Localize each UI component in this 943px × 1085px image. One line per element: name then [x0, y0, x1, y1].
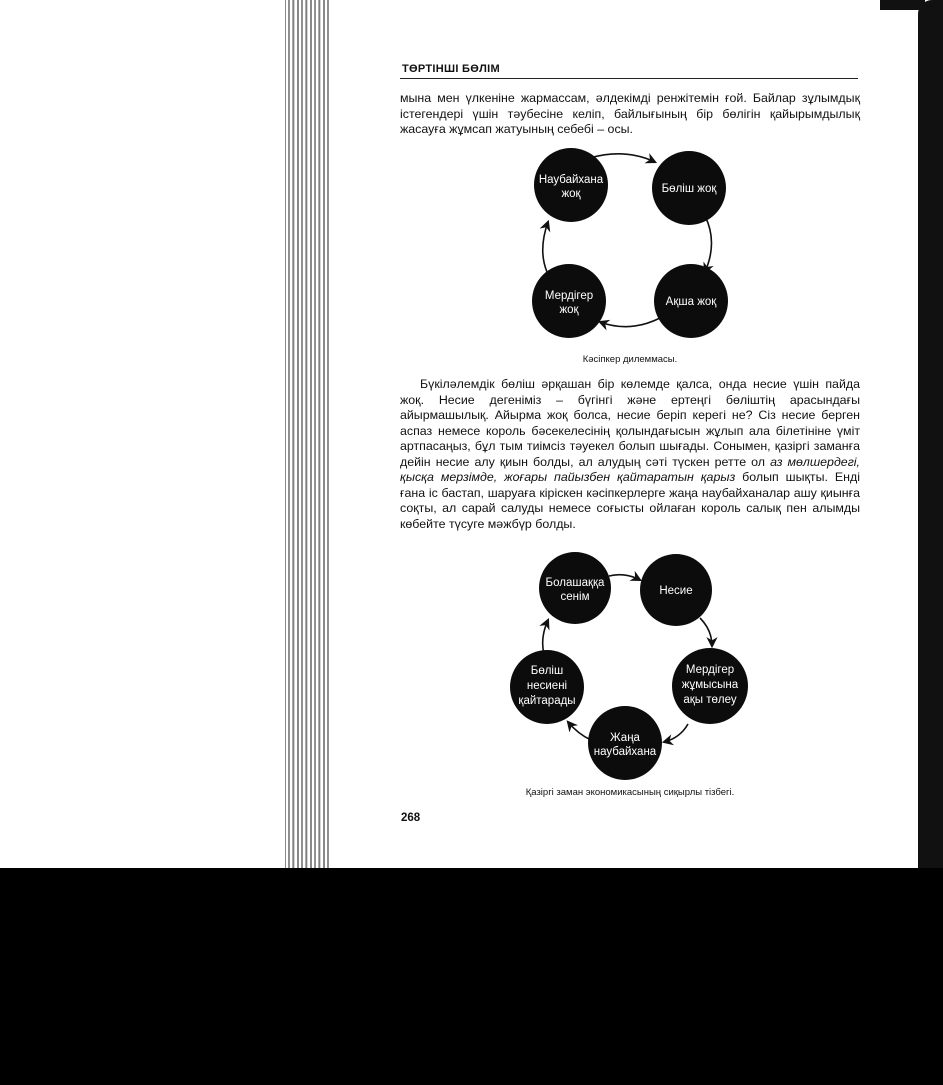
chapter-header: ТӨРТІНШІ БӨЛІМ: [402, 63, 500, 75]
d2-node-3-line-1: наубайхана: [593, 746, 657, 758]
d2-node-2-line-1: жұмысына: [681, 679, 739, 691]
d1-node-3-line-1: жоқ: [559, 304, 579, 316]
d2-node-4-line-2: қайтарады: [518, 695, 576, 707]
d2-node-0: [539, 552, 611, 624]
d2-node-0-line-1: сенім: [560, 591, 590, 603]
d2-node-4-line-1: несиені: [526, 680, 568, 692]
d2-node-4: [510, 650, 584, 724]
d1-arrow-left: [543, 222, 548, 272]
d1-node-0-line-0: Наубайхана: [538, 174, 604, 186]
d2-arrow-3: [568, 722, 591, 740]
d2-node-3: [588, 706, 662, 780]
d1-node-0-line-1: жоқ: [561, 188, 581, 200]
d2-arrow-2: [664, 724, 688, 742]
d1-node-3-line-0: Мердігер: [544, 290, 594, 302]
d2-node-0-line-0: Болашаққа: [545, 577, 605, 589]
paragraph-1: мына мен үлкеніне жармассам, әлдекімді ренжітемін ғой. Байлар зұлымдық істегендері үшін тәубесіне келіп, байлығының бір бөлігін қайырымдылық жасауға жұмсап жатуының себебі – осы.: [400, 91, 860, 136]
d1-node-0: [534, 148, 608, 222]
d1-node-3: [532, 264, 606, 338]
d1-node-1: [652, 151, 726, 225]
diagram-1-caption: Кәсіпкер дилеммасы.: [582, 354, 678, 365]
paragraph-2: [400, 377, 860, 532]
d1-arrow-top: [590, 154, 655, 162]
d2-arrow-4: [543, 620, 548, 654]
d2-node-2: [672, 648, 748, 724]
d1-arrow-right: [705, 216, 712, 272]
d2-node-1: [640, 554, 712, 626]
paragraph-2-italic: аз мөлшердегі, қысқа мерзімде, жоғары пайызбен қайтаратын қарыз: [400, 454, 860, 484]
d2-node-4-line-0: Бөліш: [530, 665, 564, 677]
d1-arrow-bottom: [600, 318, 660, 327]
d2-arrow-0: [609, 575, 640, 580]
d2-arrow-1: [700, 618, 712, 646]
d2-node-2-line-2: ақы төлеу: [683, 694, 737, 706]
diagram-2-caption: Қазіргі заман экономикасының сиқырлы тізбегі.: [525, 787, 735, 798]
paragraph-2-part-1: Бүкіләлемдік бөліш әрқашан бір көлемде қалса, онда несие үшін пайда жоқ. Несие дегеніміз – бүгінгі және ертеңгі бөліштің арасындағы айырмашылық. Айырма жоқ болса, несие беріп керегі не? Сіз несие берген аспаз немесе король бәсекелесінің қолындағысын жұлып ала білетініне үміт артпасаңыз, бұл тым тиімсіз тәуекел болып шығады. Сонымен, қазіргі заманға дейін несие алу қиын болды, ал алудың сәті түскен ретте ол: [400, 377, 860, 469]
d1-node-1-line-0: Бөліш жоқ: [661, 183, 717, 195]
d1-node-2: [654, 264, 728, 338]
d2-node-2-line-0: Мердігер: [685, 664, 735, 676]
d2-node-3-line-0: Жаңа: [610, 732, 640, 744]
d1-node-2-line-0: Ақша жоқ: [665, 296, 717, 308]
d2-node-1-line-0: Несие: [659, 585, 693, 597]
paragraph-2-part-2: болып шықты. Енді ғана іс бастап, шаруаға кіріскен кәсіпкерлерге жаңа наубайханалар ашу қиынға соқты, ал сарай салуды немесе соғысты ойлаған король салық пен алымды көбейте түсуге мәжбүр болды.: [400, 470, 860, 531]
page-number: 268: [401, 812, 421, 824]
